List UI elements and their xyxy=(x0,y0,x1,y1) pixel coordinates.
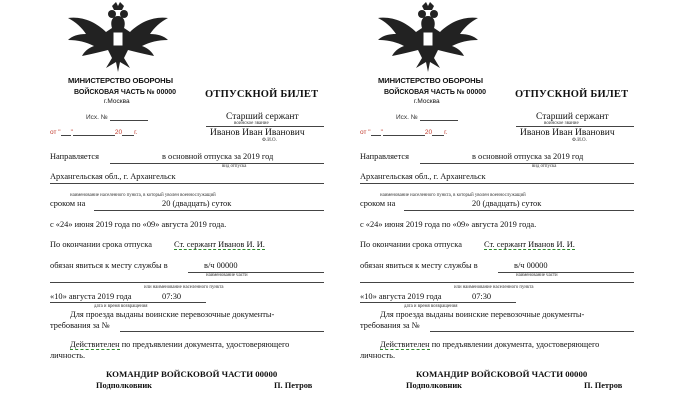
leave-type-caption: вид отпуска xyxy=(532,164,557,169)
commander-title: КОМАНДИР ВОЙСКОВОЙ ЧАСТИ 00000 xyxy=(106,369,278,379)
unit-number: ВОЙСКОВАЯ ЧАСТЬ № 00000 xyxy=(384,89,487,96)
return-date: «10» августа 2019 года xyxy=(50,292,132,301)
report-value: в/ч 00000 xyxy=(204,261,238,270)
destination-underline xyxy=(50,183,324,184)
destination-value: Архангельская обл., г. Архангельск xyxy=(50,172,176,181)
term-label: сроком на xyxy=(360,199,396,208)
leave-period: с «24» июня 2019 года по «09» августа 2019 года. xyxy=(50,220,227,229)
commander-title: КОМАНДИР ВОЙСКОВОЙ ЧАСТИ 00000 xyxy=(416,369,588,379)
place-caption: или наименование населенного пункта xyxy=(144,285,224,290)
directed-underline xyxy=(420,163,634,164)
return-underline xyxy=(360,302,516,303)
requirement-label: требования за № xyxy=(50,321,110,330)
report-label: обязан явиться к месту службы в xyxy=(360,261,478,270)
issue-date-field: от " " 20 г. xyxy=(360,129,448,136)
return-underline xyxy=(50,302,206,303)
requirement-underline xyxy=(430,331,634,332)
end-of-leave-value: Ст. сержант Иванов И. И. xyxy=(174,240,265,249)
rank-value: Старший сержант xyxy=(536,112,609,122)
fio-caption: Ф.И.О. xyxy=(572,138,587,143)
validity-text: Действителен по предъявлении документа, удостоверяющего xyxy=(380,340,600,349)
rank-underline xyxy=(516,126,634,127)
ministry-label: МИНИСТЕРСТВО ОБОРОНЫ xyxy=(378,76,483,85)
outgoing-number-field: Исх. № xyxy=(86,112,148,121)
return-time: 07:30 xyxy=(162,292,182,301)
directed-underline xyxy=(110,163,324,164)
outgoing-number-field: Исх. № xyxy=(396,112,458,121)
double-headed-eagle-emblem-icon xyxy=(66,2,170,74)
end-of-leave-label: По окончании срока отпуска xyxy=(360,240,462,249)
return-caption: дата и время возвращения xyxy=(404,304,458,309)
return-time: 07:30 xyxy=(472,292,492,301)
validity-text: Действителен по предъявлении документа, удостоверяющего xyxy=(70,340,290,349)
leave-ticket-left xyxy=(10,0,350,400)
term-value: 20 (двадцать) суток xyxy=(162,199,232,208)
return-date: «10» августа 2019 года xyxy=(360,292,442,301)
directed-label: Направляется xyxy=(360,152,409,161)
destination-value: Архангельская обл., г. Архангельск xyxy=(360,172,486,181)
signer-rank: Подполковник xyxy=(406,381,462,390)
leave-type-caption: вид отпуска xyxy=(222,164,247,169)
leave-ticket-right xyxy=(320,0,660,400)
report-value: в/ч 00000 xyxy=(514,261,548,270)
document-title: ОТПУСКНОЙ БИЛЕТ xyxy=(515,89,629,100)
term-underline xyxy=(404,210,634,211)
requirement-underline xyxy=(120,331,324,332)
end-of-leave-label: По окончании срока отпуска xyxy=(50,240,152,249)
issue-date-field: от " " 20 г. xyxy=(50,129,138,136)
rank-caption: воинское звание xyxy=(234,121,269,126)
requirement-label: требования за № xyxy=(360,321,420,330)
validity-text-cont: личность. xyxy=(50,351,86,360)
ministry-label: МИНИСТЕРСТВО ОБОРОНЫ xyxy=(68,76,173,85)
return-caption: дата и время возвращения xyxy=(94,304,148,309)
term-value: 20 (двадцать) суток xyxy=(472,199,542,208)
leave-period: с «24» июня 2019 года по «09» августа 2019 года. xyxy=(360,220,537,229)
signer-name: П. Петров xyxy=(584,381,623,390)
double-headed-eagle-emblem-icon xyxy=(376,2,480,74)
rank-caption: воинское звание xyxy=(544,121,579,126)
unit-number: ВОЙСКОВАЯ ЧАСТЬ № 00000 xyxy=(74,89,177,96)
directed-value: в основной отпуска за 2019 год xyxy=(472,152,584,161)
place-underline xyxy=(360,282,634,283)
term-label: сроком на xyxy=(50,199,86,208)
place-underline xyxy=(50,282,324,283)
validity-text-cont: личность. xyxy=(360,351,396,360)
travel-documents-text: Для проезда выданы воинские перевозочные документы- xyxy=(380,310,585,319)
report-label: обязан явиться к месту службы в xyxy=(50,261,168,270)
unit-caption: наименование части xyxy=(206,273,248,278)
destination-underline xyxy=(360,183,634,184)
rank-underline xyxy=(206,126,324,127)
directed-label: Направляется xyxy=(50,152,99,161)
fio-caption: Ф.И.О. xyxy=(262,138,277,143)
document-title: ОТПУСКНОЙ БИЛЕТ xyxy=(205,89,319,100)
city-label: г.Москва xyxy=(414,98,440,105)
rank-value: Старший сержант xyxy=(226,112,299,122)
signer-rank: Подполковник xyxy=(96,381,152,390)
destination-caption: наименование населенного пункта, в который уволен военнослужащий xyxy=(70,193,216,198)
term-underline xyxy=(94,210,324,211)
fio-value: Иванов Иван Иванович xyxy=(520,128,615,138)
city-label: г.Москва xyxy=(104,98,130,105)
destination-caption: наименование населенного пункта, в который уволен военнослужащий xyxy=(380,193,526,198)
directed-value: в основной отпуска за 2019 год xyxy=(162,152,274,161)
travel-documents-text: Для проезда выданы воинские перевозочные документы- xyxy=(70,310,275,319)
unit-caption: наименование части xyxy=(516,273,558,278)
place-caption: или наименование населенного пункта xyxy=(454,285,534,290)
fio-value: Иванов Иван Иванович xyxy=(210,128,305,138)
end-of-leave-value: Ст. сержант Иванов И. И. xyxy=(484,240,575,249)
signer-name: П. Петров xyxy=(274,381,313,390)
